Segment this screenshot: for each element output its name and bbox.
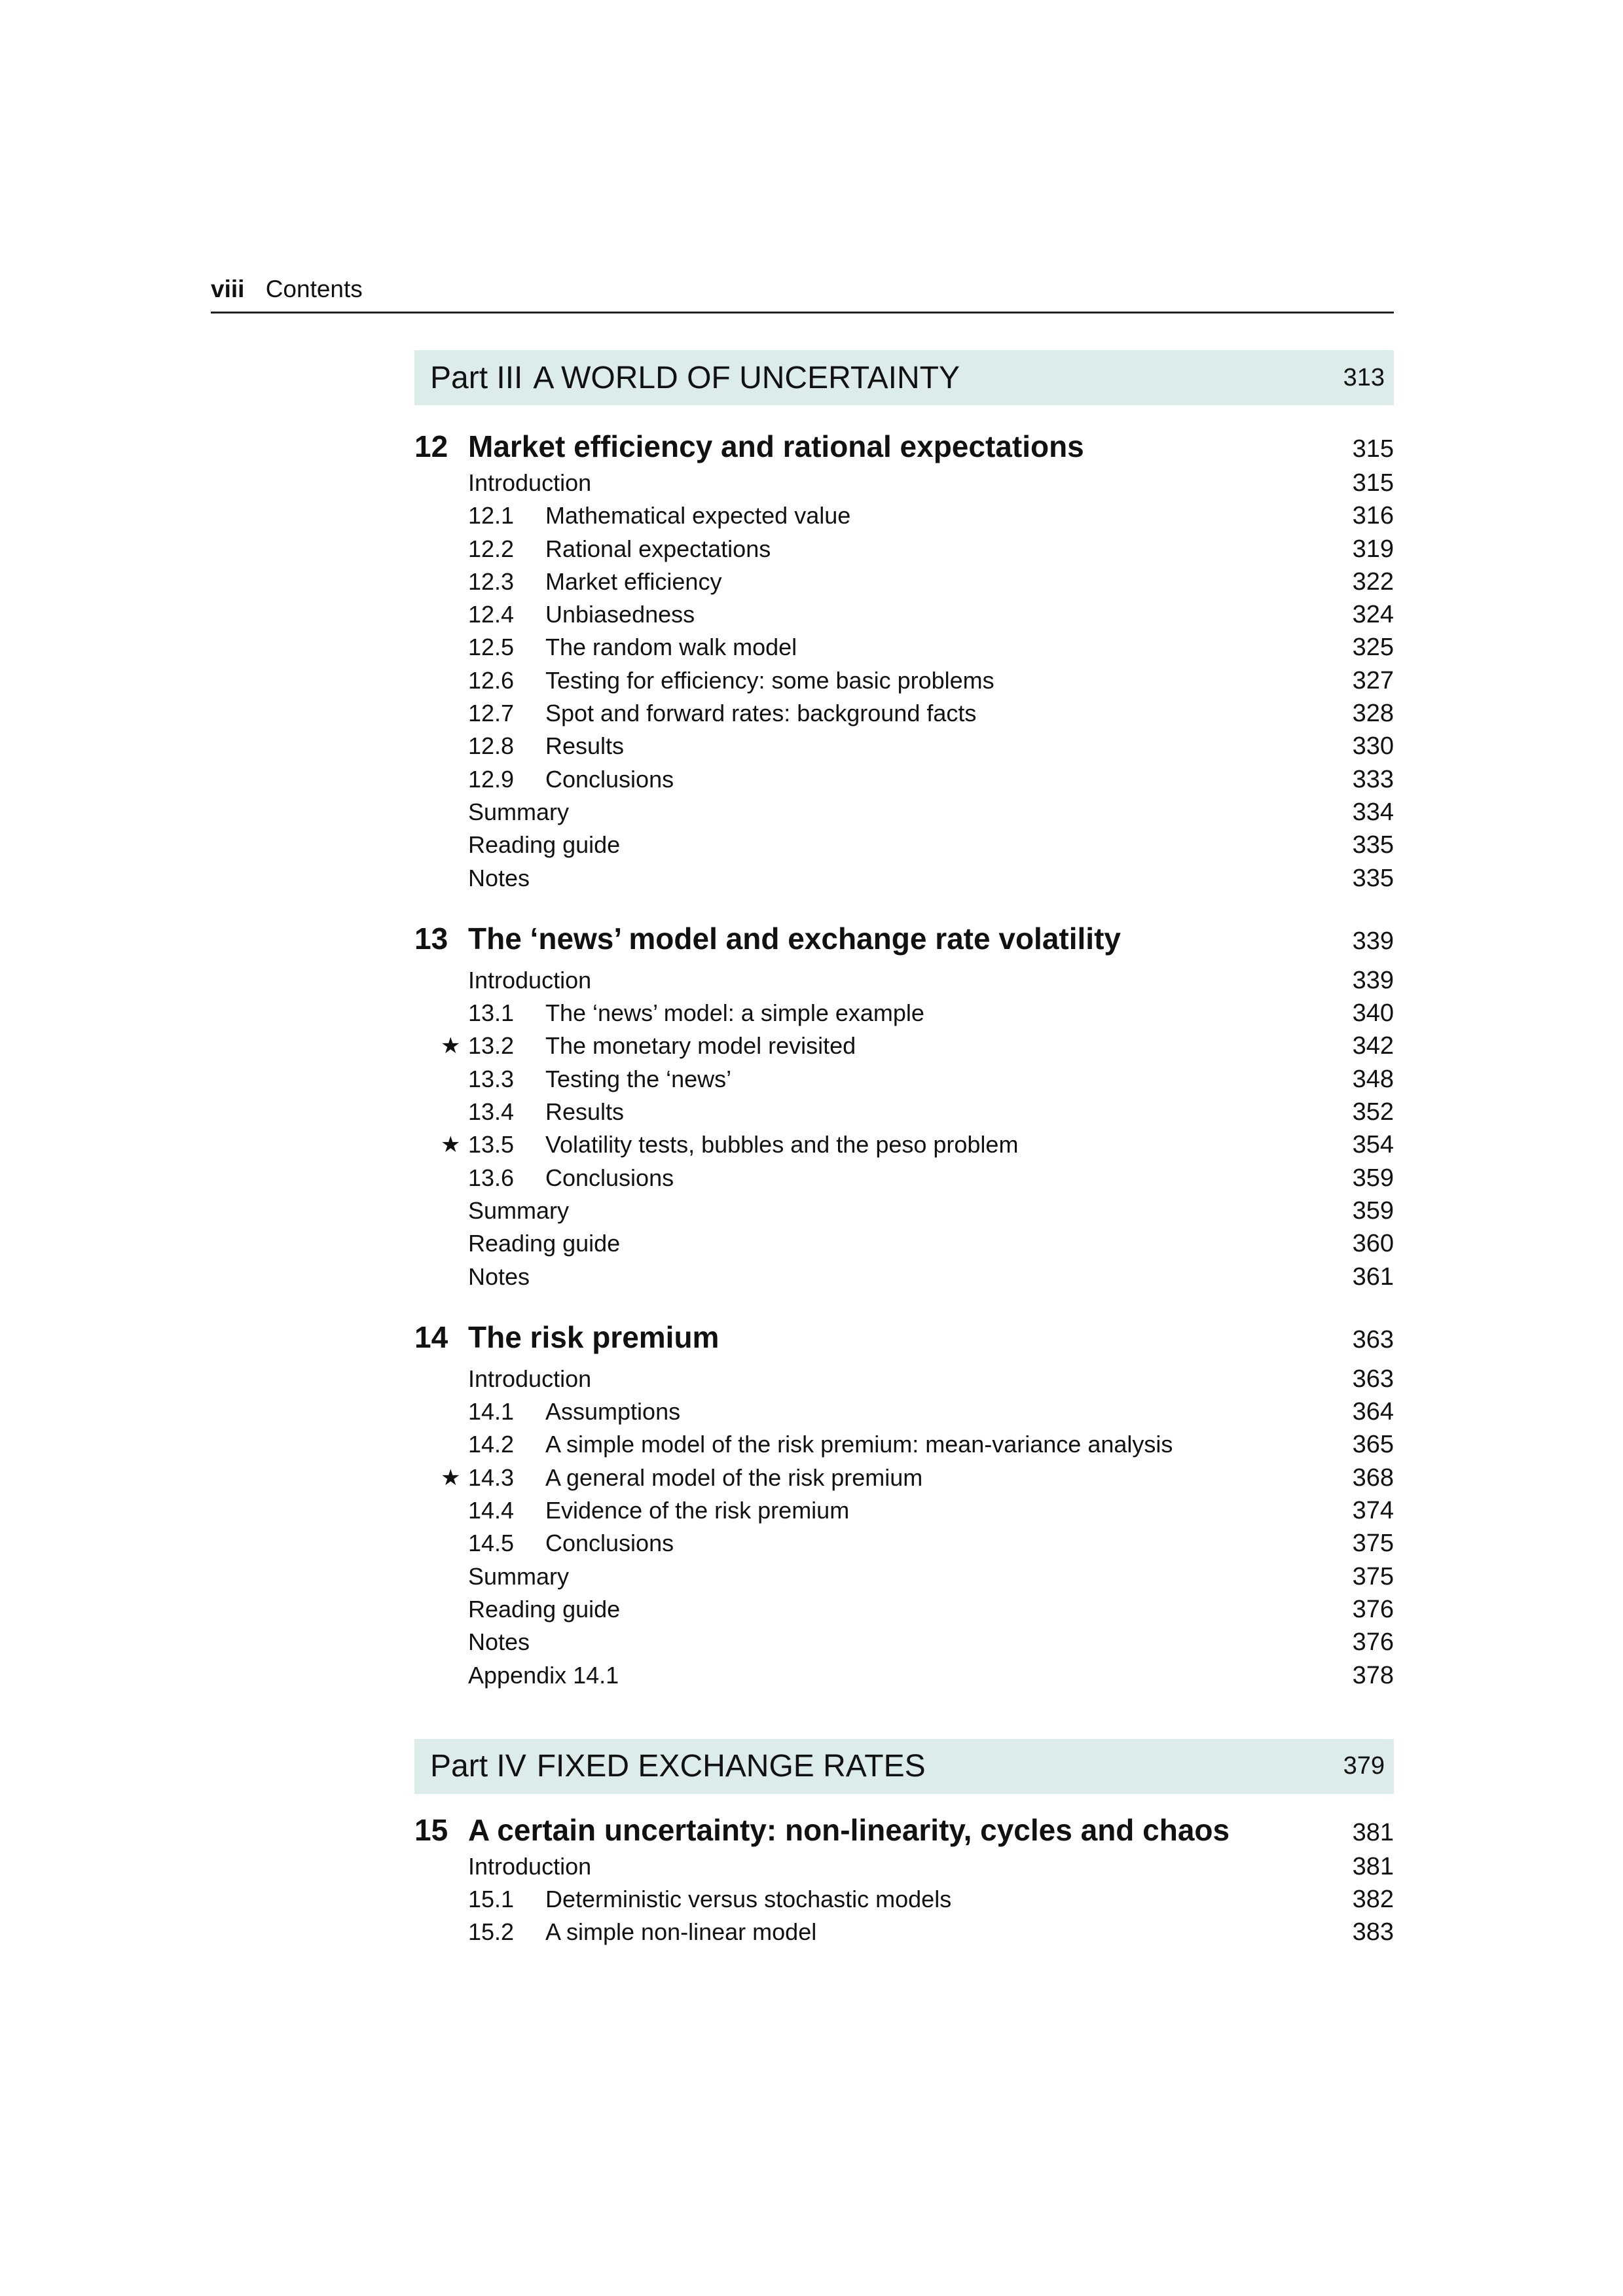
chapter-block (414, 1319, 1394, 1692)
section-title: Summary (468, 1196, 570, 1224)
chapter-heading[interactable] (414, 1319, 1394, 1357)
section-title: Notes (468, 1263, 530, 1290)
toc-entry[interactable] (414, 1063, 1394, 1096)
section-page: 383 (1352, 1918, 1394, 1946)
toc-entry[interactable] (414, 1494, 1394, 1527)
toc-entry[interactable] (414, 964, 1394, 997)
toc-entry[interactable] (414, 1363, 1394, 1395)
section-page: 348 (1352, 1065, 1394, 1093)
chapter-number: 13 (414, 921, 448, 956)
section-number: 12.3 (468, 567, 515, 595)
section-page: 319 (1352, 535, 1394, 563)
section-page: 382 (1352, 1886, 1394, 1914)
toc-entry[interactable] (414, 829, 1394, 861)
toc-entry[interactable] (414, 1261, 1394, 1293)
chapter-number: 12 (414, 429, 448, 463)
toc-entry[interactable] (414, 467, 1394, 499)
section-title: Testing the ‘news’ (545, 1065, 732, 1092)
section-number: 14.2 (468, 1431, 515, 1458)
section-title: Notes (468, 1628, 530, 1656)
section-page: 316 (1352, 502, 1394, 530)
section-page: 360 (1352, 1230, 1394, 1258)
section-number: 13.1 (468, 999, 515, 1027)
section-page: 352 (1352, 1098, 1394, 1126)
section-title: Conclusions (545, 1164, 674, 1191)
toc-entry[interactable] (414, 1527, 1394, 1560)
section-page: 359 (1352, 1196, 1394, 1225)
section-title: Introduction (468, 1365, 592, 1392)
toc-entry[interactable] (414, 1128, 1394, 1161)
section-number: 12.4 (468, 601, 515, 628)
toc-entry[interactable] (414, 598, 1394, 631)
section-number: 13.6 (468, 1164, 515, 1191)
section-number: 12.6 (468, 666, 515, 694)
section-number: 12.8 (468, 732, 515, 760)
section-title: Conclusions (545, 765, 674, 793)
toc-entry[interactable] (414, 862, 1394, 895)
section-number: 15.2 (468, 1918, 515, 1946)
chapter-heading[interactable] (414, 921, 1394, 959)
section-title: A general model of the risk premium (545, 1463, 923, 1491)
section-page: 374 (1352, 1497, 1394, 1525)
section-page: 334 (1352, 798, 1394, 826)
section-title: Summary (468, 1562, 570, 1590)
section-page: 375 (1352, 1530, 1394, 1558)
chapter-heading[interactable] (414, 429, 1394, 467)
chapter-title: Market efficiency and rational expectations (468, 429, 1084, 463)
section-page: 315 (1352, 469, 1394, 497)
section-page: 335 (1352, 831, 1394, 859)
section-title: A simple non-linear model (545, 1918, 817, 1946)
section-title: Results (545, 732, 625, 760)
section-page: 365 (1352, 1431, 1394, 1459)
section-page: 324 (1352, 601, 1394, 629)
chapter-title: The risk premium (468, 1319, 720, 1354)
section-number: 13.2 (468, 1032, 515, 1060)
star-icon: ★ (441, 1132, 461, 1158)
chapter-number: 15 (414, 1812, 448, 1847)
part-title (430, 360, 960, 396)
toc-entry[interactable] (414, 1560, 1394, 1593)
toc-entry[interactable] (414, 1227, 1394, 1260)
toc-entry[interactable] (414, 730, 1394, 762)
page-number: viii (211, 276, 245, 302)
chapter-block (414, 921, 1394, 1293)
section-title: Assumptions (545, 1398, 681, 1426)
chapter-heading[interactable] (414, 1812, 1394, 1850)
section-title: Introduction (468, 1852, 592, 1880)
running-head (211, 267, 1394, 314)
toc-entry[interactable] (414, 1593, 1394, 1626)
toc-entry[interactable] (414, 499, 1394, 532)
chapter-block (414, 429, 1394, 895)
toc-entry[interactable] (414, 796, 1394, 829)
section-page: 368 (1352, 1463, 1394, 1492)
table-of-contents (414, 350, 1394, 1949)
toc-entry[interactable] (414, 1916, 1394, 1948)
section-title: Volatility tests, bubbles and the peso problem (545, 1131, 1019, 1158)
section-page: 363 (1352, 1365, 1394, 1393)
section-page: 322 (1352, 567, 1394, 596)
chapter-title: A certain uncertainty: non-linearity, cycles and chaos (468, 1812, 1230, 1847)
section-page: 375 (1352, 1562, 1394, 1590)
section-title: Results (545, 1098, 625, 1126)
section-title: Deterministic versus stochastic models (545, 1886, 952, 1913)
section-number: 12.7 (468, 700, 515, 727)
section-title: The monetary model revisited (545, 1032, 856, 1060)
section-page: 333 (1352, 765, 1394, 793)
part-label: Part IV (430, 1749, 526, 1784)
section-page: 376 (1352, 1595, 1394, 1623)
part-page: 379 (1343, 1752, 1385, 1780)
toc-entry[interactable] (414, 1850, 1394, 1883)
section-title: A simple model of the risk premium: mean-variance analysis (545, 1431, 1173, 1458)
section-page: 342 (1352, 1032, 1394, 1060)
section-title: Appendix 14.1 (468, 1661, 619, 1689)
section-number: 12.1 (468, 502, 515, 529)
chapter-number: 14 (414, 1319, 448, 1354)
section-title: Introduction (468, 966, 592, 994)
star-icon: ★ (441, 1033, 461, 1059)
toc-entry[interactable] (414, 997, 1394, 1030)
section-number: 14.3 (468, 1463, 515, 1491)
section-page: 339 (1352, 966, 1394, 994)
chapter-page: 315 (1352, 435, 1394, 463)
part-name: FIXED EXCHANGE RATES (536, 1749, 926, 1784)
section-page: 354 (1352, 1131, 1394, 1159)
section-number: 13.3 (468, 1065, 515, 1092)
section-page: 376 (1352, 1628, 1394, 1657)
section-number: 12.2 (468, 535, 515, 562)
section-title: Unbiasedness (545, 601, 695, 628)
section-title: Rational expectations (545, 535, 771, 562)
section-title: Reading guide (468, 1595, 621, 1623)
section-title: Notes (468, 864, 530, 891)
section-title: The random walk model (545, 634, 797, 661)
part-heading[interactable] (414, 1739, 1394, 1794)
section-title: Reading guide (468, 1230, 621, 1257)
toc-entry[interactable] (414, 631, 1394, 664)
part-heading[interactable] (414, 350, 1394, 405)
toc-entry[interactable] (414, 1395, 1394, 1428)
toc-entry[interactable] (414, 1096, 1394, 1128)
section-title: Spot and forward rates: background facts (545, 700, 977, 727)
section-page: 328 (1352, 700, 1394, 728)
chapter-page: 381 (1352, 1818, 1394, 1846)
section-number: 14.5 (468, 1530, 515, 1557)
part-label: Part III (430, 360, 523, 395)
section-title: The ‘news’ model: a simple example (545, 999, 924, 1027)
section-page: 335 (1352, 864, 1394, 892)
toc-entry[interactable] (414, 1462, 1394, 1494)
toc-entry[interactable] (414, 533, 1394, 565)
section-title: Evidence of the risk premium (545, 1497, 850, 1524)
section-title: Introduction (468, 469, 592, 496)
toc-entry[interactable] (414, 697, 1394, 730)
section-page: 325 (1352, 634, 1394, 662)
toc-entry[interactable] (414, 565, 1394, 598)
section-number: 14.4 (468, 1497, 515, 1524)
toc-entry[interactable] (414, 1428, 1394, 1461)
toc-entry[interactable] (414, 1626, 1394, 1659)
section-title: Market efficiency (545, 567, 722, 595)
section-page: 378 (1352, 1661, 1394, 1689)
section-page: 327 (1352, 666, 1394, 694)
toc-entry[interactable] (414, 1030, 1394, 1062)
toc-entry[interactable] (414, 1162, 1394, 1194)
section-title: Mathematical expected value (545, 502, 851, 529)
section-number: 12.5 (468, 634, 515, 661)
section-number: 13.4 (468, 1098, 515, 1126)
part-page: 313 (1343, 363, 1385, 391)
part-title (430, 1748, 926, 1784)
section-title: Testing for efficiency: some basic problems (545, 666, 994, 694)
section-page: 330 (1352, 732, 1394, 761)
chapter-title: The ‘news’ model and exchange rate volatility (468, 921, 1121, 956)
toc-entry[interactable] (414, 664, 1394, 697)
section-number: 12.9 (468, 765, 515, 793)
section-number: 15.1 (468, 1886, 515, 1913)
toc-entry[interactable] (414, 1659, 1394, 1692)
section-number: 13.5 (468, 1131, 515, 1158)
section-title: Summary (468, 798, 570, 825)
section-page: 359 (1352, 1164, 1394, 1192)
toc-entry[interactable] (414, 763, 1394, 796)
section-title: Conclusions (545, 1530, 674, 1557)
part-name: A WORLD OF UNCERTAINTY (533, 360, 960, 395)
section-page: 381 (1352, 1852, 1394, 1880)
chapter-block (414, 1812, 1394, 1949)
star-icon: ★ (441, 1465, 461, 1490)
toc-entry[interactable] (414, 1194, 1394, 1227)
section-title: Reading guide (468, 831, 621, 859)
toc-entry[interactable] (414, 1883, 1394, 1916)
chapter-page: 363 (1352, 1325, 1394, 1354)
section-page: 340 (1352, 999, 1394, 1028)
section-number: 14.1 (468, 1398, 515, 1426)
section-page: 364 (1352, 1398, 1394, 1426)
chapter-page: 339 (1352, 927, 1394, 955)
section-page: 361 (1352, 1263, 1394, 1291)
running-head-title: Contents (265, 276, 363, 302)
